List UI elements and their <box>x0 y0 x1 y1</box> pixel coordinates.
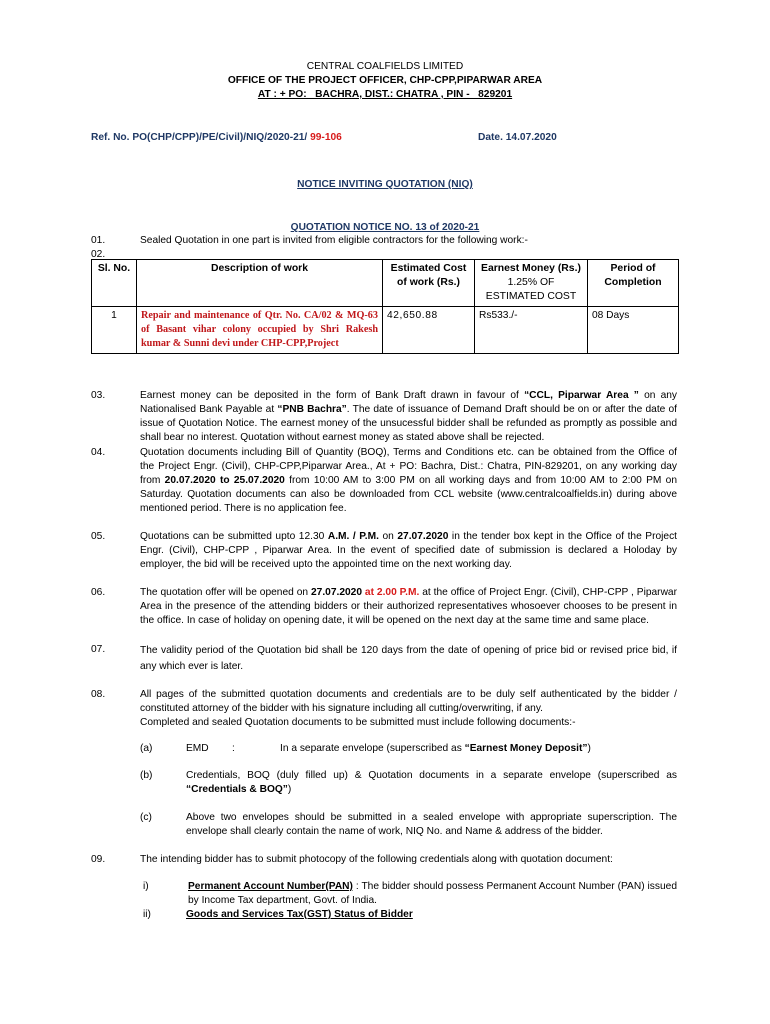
table-header-row <box>92 260 679 307</box>
header-description: Description of work <box>137 260 383 307</box>
reference-date: Date. 14.07.2020 <box>478 132 557 143</box>
office-name: OFFICE OF THE PROJECT OFFICER, CHP-CPP,PIPARWAR AREA <box>227 75 543 86</box>
p06-time: at 2.00 P.M. <box>362 587 420 598</box>
item-number-01: 01. <box>91 235 106 246</box>
company-name: CENTRAL COALFIELDS LIMITED <box>306 61 464 72</box>
p05-ampm: A.M. / P.M. <box>327 531 379 542</box>
page-title: NOTICE INVITING QUOTATION (NIQ) <box>297 179 473 190</box>
header-sl: Sl. No. <box>92 260 137 307</box>
cell-period: 08 Days <box>588 307 679 354</box>
header-earnest-money <box>475 260 588 307</box>
p08-b-end: ) <box>287 784 292 795</box>
p06-a: The quotation offer will be opened on <box>140 587 311 598</box>
item-text-08 <box>140 688 677 730</box>
p09-i-bold: Permanent Account Number(PAN) <box>188 881 353 892</box>
p05-e: in the tender box kept in the Office of the Project Engr. (Civil), CHP-CPP , Piparwar Area. In the event of specified date of submission is declared a Holoday by employer, the bid will be received upto the appointed time on the next working day. <box>140 531 678 570</box>
p09-i-body: : The bidder should possess Permanent Account Number (PAN) issued by Income Tax department, Govt. of India. <box>188 881 677 906</box>
p04-dates: 20.07.2020 to 25.07.2020 <box>164 475 285 486</box>
p09-i-label: i) <box>143 881 149 892</box>
p08-a-label: (a) <box>140 743 153 754</box>
item-number-08: 08. <box>91 689 106 700</box>
item-text-01: Sealed Quotation in one part is invited from eligible contractors for the following work:- <box>140 235 528 246</box>
p03-e: . The date of issuance of Demand Draft should be on or after the date of issue of Quotation Notice. The earnest money of the unsucessful bidder shall be refunded as promptly as possible and shall bear no interest. Quotation without earnest money as stated above shall be rejected. <box>140 404 677 443</box>
cell-estimated-cost: 42,650.88 <box>383 307 475 354</box>
cell-sl: 1 <box>92 307 137 354</box>
table-row <box>92 307 679 354</box>
p04-c: from 10:00 AM to 3:00 PM on all working days and from 10:00 AM to 2:00 PM on Saturday. Quotation documents can also be downloaded from CCL website (www.centralcoalfields.in) during above mentioned period. There is no application fee. <box>140 475 677 514</box>
item-text-05 <box>140 530 677 572</box>
p08-text2: Completed and sealed Quotation documents to be submitted must include following documents:- <box>140 717 576 728</box>
p09-ii-label: ii) <box>143 909 151 920</box>
item-text-09: The intending bidder has to submit photocopy of the following credentials along with quotation document: <box>140 854 613 865</box>
item-text-04 <box>140 446 677 516</box>
p09-i-text <box>188 880 677 908</box>
p06-date: 27.07.2020 <box>311 587 362 598</box>
office-address: AT : + PO: _BACHRA, DIST.: CHATRA , PIN - _829201 <box>257 89 513 100</box>
item-number-05: 05. <box>91 531 106 542</box>
p03-a: Earnest money can be deposited in the form of Bank Draft drawn in favour of <box>140 390 525 401</box>
header-period: Period of Completion <box>588 260 679 307</box>
item-text-06 <box>140 586 677 628</box>
notice-number: QUOTATION NOTICE NO. 13 of 2020-21 <box>290 222 480 233</box>
p08-a-end: ) <box>587 743 591 754</box>
header-earnest-title: Earnest Money (Rs.) <box>481 263 581 274</box>
cell-earnest-money: Rs533./- <box>475 307 588 354</box>
p04-a: Quotation documents including Bill of Quantity (BOQ), Terms and Conditions etc. can be obtained from the Office of the Project Engr. (Civil), CHP-CPP,Piparwar Area., At + PO: Bachra, Dist.: Chatra, PIN-829201, on any working day from <box>140 447 677 486</box>
cell-description: Repair and maintenance of Qtr. No. CA/02 & MQ-63 of Basant vihar colony occupied by Shri Rakesh kumar & Sunni devi under CHP-CPP,Project <box>137 307 383 354</box>
work-table <box>91 259 679 354</box>
item-number-04: 04. <box>91 447 106 458</box>
reference-number <box>91 131 342 145</box>
p08-c-label: (c) <box>140 812 152 823</box>
p08-c-text: Above two envelopes should be submitted in a sealed envelope with appropriate superscription. The envelope shall clearly contain the name of work, NIQ No. and Name & address of the bidder. <box>186 812 677 837</box>
p09-ii-bold: Goods and Services Tax(GST) Status of Bidder <box>186 909 413 920</box>
p08-a-body: In a separate envelope (superscribed as <box>280 743 465 754</box>
p08-a-text <box>280 742 591 756</box>
p08-b-text <box>186 769 677 797</box>
header-estimated-cost: Estimated Cost of work (Rs.) <box>383 260 475 307</box>
p08-text1: All pages of the submitted quotation documents and credentials are to be duly self authenticated by the bidder / constituted attorney of the bidder with his signature including all cutting/overwriting, if any. <box>140 689 677 714</box>
item-text-03 <box>140 389 677 445</box>
p08-b-body: Credentials, BOQ (duly filled up) & Quotation documents in a separate envelope (superscribed as <box>186 770 677 781</box>
item-number-03: 03. <box>91 390 106 401</box>
p08-b-label: (b) <box>140 770 153 781</box>
p05-a: Quotations can be submitted upto 12.30 <box>140 531 328 542</box>
p08-a-bold: “Earnest Money Deposit” <box>464 743 588 754</box>
p03-ccl: “CCL, Piparwar Area ” <box>524 390 639 401</box>
reference-serial: 99-106 <box>310 132 342 143</box>
item-number-02: 02. <box>91 249 106 260</box>
p05-date: 27.07.2020 <box>397 531 449 542</box>
item-number-09: 09. <box>91 854 106 865</box>
p08-b-bold: “Credentials & BOQ” <box>186 784 288 795</box>
item-text-07: The validity period of the Quotation bid shall be 120 days from the date of opening of price bid or revised price bid, if any which ever is later. <box>140 645 677 672</box>
header-earnest-sub: 1.25% OF ESTIMATED COST <box>485 277 577 302</box>
p05-c: on <box>378 531 398 542</box>
item-number-06: 06. <box>91 587 106 598</box>
p08-a-key: EMD <box>186 743 209 754</box>
p06-d: at the office of Project Engr. (Civil), CHP-CPP , Piparwar Area in the presence of the attending bidders or their authorized representatives whosoever chooses to be present in the office. In case of holiday on opening date, it will be opened on the next day at the same time and same place. <box>140 587 677 626</box>
reference-prefix: Ref. No. PO(CHP/CPP)/PE/Civil)/NIQ/2020-21/ <box>91 132 311 143</box>
p08-a-colon: : <box>232 743 235 754</box>
item-number-07: 07. <box>91 644 106 655</box>
p03-c: on any Nationalised Bank Payable at <box>140 390 678 415</box>
p03-pnb: “PNB Bachra” <box>277 404 347 415</box>
